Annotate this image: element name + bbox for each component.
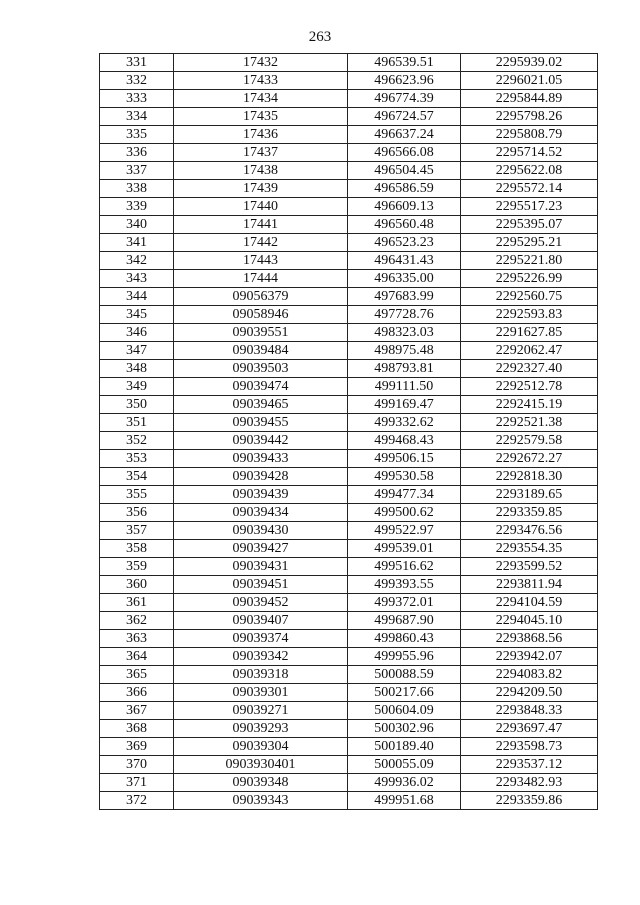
y-coordinate-cell: 2295714.52 bbox=[461, 144, 598, 162]
row-index-cell: 355 bbox=[100, 486, 174, 504]
point-id-cell: 17434 bbox=[174, 90, 348, 108]
y-coordinate-cell: 2293537.12 bbox=[461, 756, 598, 774]
table-row bbox=[100, 774, 598, 792]
x-coordinate-cell: 496609.13 bbox=[348, 198, 461, 216]
y-coordinate-cell: 2293868.56 bbox=[461, 630, 598, 648]
x-coordinate-cell: 500302.96 bbox=[348, 720, 461, 738]
point-id-cell: 09056379 bbox=[174, 288, 348, 306]
point-id-cell: 09058946 bbox=[174, 306, 348, 324]
row-index-cell: 357 bbox=[100, 522, 174, 540]
point-id-cell: 09039474 bbox=[174, 378, 348, 396]
x-coordinate-cell: 496431.43 bbox=[348, 252, 461, 270]
y-coordinate-cell: 2293482.93 bbox=[461, 774, 598, 792]
point-id-cell: 0903930401 bbox=[174, 756, 348, 774]
point-id-cell: 17438 bbox=[174, 162, 348, 180]
point-id-cell: 17439 bbox=[174, 180, 348, 198]
row-index-cell: 359 bbox=[100, 558, 174, 576]
y-coordinate-cell: 2292560.75 bbox=[461, 288, 598, 306]
y-coordinate-cell: 2293476.56 bbox=[461, 522, 598, 540]
x-coordinate-cell: 499500.62 bbox=[348, 504, 461, 522]
row-index-cell: 349 bbox=[100, 378, 174, 396]
row-index-cell: 358 bbox=[100, 540, 174, 558]
x-coordinate-cell: 499111.50 bbox=[348, 378, 461, 396]
y-coordinate-cell: 2294209.50 bbox=[461, 684, 598, 702]
y-coordinate-cell: 2295808.79 bbox=[461, 126, 598, 144]
x-coordinate-cell: 499506.15 bbox=[348, 450, 461, 468]
point-id-cell: 17442 bbox=[174, 234, 348, 252]
row-index-cell: 335 bbox=[100, 126, 174, 144]
y-coordinate-cell: 2292593.83 bbox=[461, 306, 598, 324]
row-index-cell: 367 bbox=[100, 702, 174, 720]
table-row bbox=[100, 756, 598, 774]
y-coordinate-cell: 2293598.73 bbox=[461, 738, 598, 756]
table-row bbox=[100, 72, 598, 90]
x-coordinate-cell: 500189.40 bbox=[348, 738, 461, 756]
point-id-cell: 09039434 bbox=[174, 504, 348, 522]
table-row bbox=[100, 504, 598, 522]
table-row bbox=[100, 792, 598, 810]
point-id-cell: 09039451 bbox=[174, 576, 348, 594]
table-row bbox=[100, 162, 598, 180]
table-row bbox=[100, 144, 598, 162]
y-coordinate-cell: 2294083.82 bbox=[461, 666, 598, 684]
x-coordinate-cell: 496623.96 bbox=[348, 72, 461, 90]
y-coordinate-cell: 2293359.86 bbox=[461, 792, 598, 810]
x-coordinate-cell: 498323.03 bbox=[348, 324, 461, 342]
y-coordinate-cell: 2295844.89 bbox=[461, 90, 598, 108]
table-row bbox=[100, 486, 598, 504]
x-coordinate-cell: 499393.55 bbox=[348, 576, 461, 594]
x-coordinate-cell: 496560.48 bbox=[348, 216, 461, 234]
x-coordinate-cell: 499332.62 bbox=[348, 414, 461, 432]
y-coordinate-cell: 2294104.59 bbox=[461, 594, 598, 612]
coordinates-table bbox=[99, 53, 598, 810]
row-index-cell: 332 bbox=[100, 72, 174, 90]
table-body bbox=[100, 54, 598, 810]
point-id-cell: 09039503 bbox=[174, 360, 348, 378]
x-coordinate-cell: 496586.59 bbox=[348, 180, 461, 198]
y-coordinate-cell: 2295395.07 bbox=[461, 216, 598, 234]
x-coordinate-cell: 499516.62 bbox=[348, 558, 461, 576]
x-coordinate-cell: 500604.09 bbox=[348, 702, 461, 720]
row-index-cell: 361 bbox=[100, 594, 174, 612]
y-coordinate-cell: 2293599.52 bbox=[461, 558, 598, 576]
row-index-cell: 348 bbox=[100, 360, 174, 378]
table-row bbox=[100, 558, 598, 576]
table-row bbox=[100, 180, 598, 198]
row-index-cell: 363 bbox=[100, 630, 174, 648]
x-coordinate-cell: 500088.59 bbox=[348, 666, 461, 684]
x-coordinate-cell: 499539.01 bbox=[348, 540, 461, 558]
y-coordinate-cell: 2292818.30 bbox=[461, 468, 598, 486]
y-coordinate-cell: 2292415.19 bbox=[461, 396, 598, 414]
table-row bbox=[100, 108, 598, 126]
x-coordinate-cell: 499687.90 bbox=[348, 612, 461, 630]
table-row bbox=[100, 288, 598, 306]
y-coordinate-cell: 2295572.14 bbox=[461, 180, 598, 198]
row-index-cell: 337 bbox=[100, 162, 174, 180]
point-id-cell: 09039348 bbox=[174, 774, 348, 792]
x-coordinate-cell: 499522.97 bbox=[348, 522, 461, 540]
table-row bbox=[100, 324, 598, 342]
y-coordinate-cell: 2295798.26 bbox=[461, 108, 598, 126]
table-row bbox=[100, 522, 598, 540]
row-index-cell: 331 bbox=[100, 54, 174, 72]
y-coordinate-cell: 2292579.58 bbox=[461, 432, 598, 450]
x-coordinate-cell: 499169.47 bbox=[348, 396, 461, 414]
table-row bbox=[100, 648, 598, 666]
x-coordinate-cell: 496637.24 bbox=[348, 126, 461, 144]
row-index-cell: 339 bbox=[100, 198, 174, 216]
x-coordinate-cell: 499530.58 bbox=[348, 468, 461, 486]
x-coordinate-cell: 497728.76 bbox=[348, 306, 461, 324]
row-index-cell: 340 bbox=[100, 216, 174, 234]
row-index-cell: 343 bbox=[100, 270, 174, 288]
x-coordinate-cell: 496774.39 bbox=[348, 90, 461, 108]
point-id-cell: 09039407 bbox=[174, 612, 348, 630]
table-row bbox=[100, 306, 598, 324]
x-coordinate-cell: 496335.00 bbox=[348, 270, 461, 288]
point-id-cell: 17441 bbox=[174, 216, 348, 234]
point-id-cell: 09039430 bbox=[174, 522, 348, 540]
table-row bbox=[100, 468, 598, 486]
y-coordinate-cell: 2295939.02 bbox=[461, 54, 598, 72]
point-id-cell: 09039374 bbox=[174, 630, 348, 648]
table-row bbox=[100, 198, 598, 216]
row-index-cell: 341 bbox=[100, 234, 174, 252]
row-index-cell: 354 bbox=[100, 468, 174, 486]
table-row bbox=[100, 630, 598, 648]
table-row bbox=[100, 126, 598, 144]
row-index-cell: 371 bbox=[100, 774, 174, 792]
y-coordinate-cell: 2292521.38 bbox=[461, 414, 598, 432]
row-index-cell: 342 bbox=[100, 252, 174, 270]
point-id-cell: 17432 bbox=[174, 54, 348, 72]
row-index-cell: 336 bbox=[100, 144, 174, 162]
point-id-cell: 17437 bbox=[174, 144, 348, 162]
x-coordinate-cell: 497683.99 bbox=[348, 288, 461, 306]
table-row bbox=[100, 216, 598, 234]
x-coordinate-cell: 499860.43 bbox=[348, 630, 461, 648]
y-coordinate-cell: 2292672.27 bbox=[461, 450, 598, 468]
point-id-cell: 17436 bbox=[174, 126, 348, 144]
x-coordinate-cell: 498793.81 bbox=[348, 360, 461, 378]
y-coordinate-cell: 2295517.23 bbox=[461, 198, 598, 216]
row-index-cell: 362 bbox=[100, 612, 174, 630]
point-id-cell: 09039293 bbox=[174, 720, 348, 738]
page-number: 263 bbox=[308, 29, 332, 45]
row-index-cell: 368 bbox=[100, 720, 174, 738]
point-id-cell: 09039442 bbox=[174, 432, 348, 450]
row-index-cell: 372 bbox=[100, 792, 174, 810]
y-coordinate-cell: 2295295.21 bbox=[461, 234, 598, 252]
table-row bbox=[100, 432, 598, 450]
row-index-cell: 338 bbox=[100, 180, 174, 198]
y-coordinate-cell: 2292062.47 bbox=[461, 342, 598, 360]
x-coordinate-cell: 498975.48 bbox=[348, 342, 461, 360]
table-row bbox=[100, 702, 598, 720]
row-index-cell: 352 bbox=[100, 432, 174, 450]
y-coordinate-cell: 2292512.78 bbox=[461, 378, 598, 396]
x-coordinate-cell: 496523.23 bbox=[348, 234, 461, 252]
point-id-cell: 17435 bbox=[174, 108, 348, 126]
point-id-cell: 09039271 bbox=[174, 702, 348, 720]
table-row bbox=[100, 666, 598, 684]
table-row bbox=[100, 342, 598, 360]
table-row bbox=[100, 360, 598, 378]
row-index-cell: 334 bbox=[100, 108, 174, 126]
point-id-cell: 09039431 bbox=[174, 558, 348, 576]
row-index-cell: 360 bbox=[100, 576, 174, 594]
point-id-cell: 17433 bbox=[174, 72, 348, 90]
x-coordinate-cell: 500055.09 bbox=[348, 756, 461, 774]
y-coordinate-cell: 2293848.33 bbox=[461, 702, 598, 720]
x-coordinate-cell: 499372.01 bbox=[348, 594, 461, 612]
table-row bbox=[100, 252, 598, 270]
table-row bbox=[100, 378, 598, 396]
x-coordinate-cell: 500217.66 bbox=[348, 684, 461, 702]
row-index-cell: 346 bbox=[100, 324, 174, 342]
x-coordinate-cell: 496504.45 bbox=[348, 162, 461, 180]
point-id-cell: 09039551 bbox=[174, 324, 348, 342]
point-id-cell: 09039304 bbox=[174, 738, 348, 756]
table-row bbox=[100, 540, 598, 558]
x-coordinate-cell: 499936.02 bbox=[348, 774, 461, 792]
row-index-cell: 364 bbox=[100, 648, 174, 666]
row-index-cell: 345 bbox=[100, 306, 174, 324]
table-row bbox=[100, 720, 598, 738]
point-id-cell: 09039465 bbox=[174, 396, 348, 414]
point-id-cell: 09039427 bbox=[174, 540, 348, 558]
table-row bbox=[100, 414, 598, 432]
row-index-cell: 365 bbox=[100, 666, 174, 684]
table-row bbox=[100, 234, 598, 252]
table-row bbox=[100, 594, 598, 612]
table-row bbox=[100, 54, 598, 72]
row-index-cell: 347 bbox=[100, 342, 174, 360]
row-index-cell: 350 bbox=[100, 396, 174, 414]
row-index-cell: 356 bbox=[100, 504, 174, 522]
point-id-cell: 09039428 bbox=[174, 468, 348, 486]
row-index-cell: 370 bbox=[100, 756, 174, 774]
point-id-cell: 09039318 bbox=[174, 666, 348, 684]
x-coordinate-cell: 496566.08 bbox=[348, 144, 461, 162]
y-coordinate-cell: 2291627.85 bbox=[461, 324, 598, 342]
row-index-cell: 366 bbox=[100, 684, 174, 702]
y-coordinate-cell: 2293359.85 bbox=[461, 504, 598, 522]
y-coordinate-cell: 2295226.99 bbox=[461, 270, 598, 288]
x-coordinate-cell: 499477.34 bbox=[348, 486, 461, 504]
y-coordinate-cell: 2293697.47 bbox=[461, 720, 598, 738]
table-row bbox=[100, 576, 598, 594]
row-index-cell: 344 bbox=[100, 288, 174, 306]
table-row bbox=[100, 612, 598, 630]
point-id-cell: 17444 bbox=[174, 270, 348, 288]
y-coordinate-cell: 2296021.05 bbox=[461, 72, 598, 90]
y-coordinate-cell: 2294045.10 bbox=[461, 612, 598, 630]
point-id-cell: 09039452 bbox=[174, 594, 348, 612]
table-row bbox=[100, 270, 598, 288]
row-index-cell: 333 bbox=[100, 90, 174, 108]
point-id-cell: 09039455 bbox=[174, 414, 348, 432]
y-coordinate-cell: 2293942.07 bbox=[461, 648, 598, 666]
x-coordinate-cell: 499951.68 bbox=[348, 792, 461, 810]
row-index-cell: 369 bbox=[100, 738, 174, 756]
y-coordinate-cell: 2295221.80 bbox=[461, 252, 598, 270]
table-row bbox=[100, 450, 598, 468]
point-id-cell: 09039433 bbox=[174, 450, 348, 468]
y-coordinate-cell: 2292327.40 bbox=[461, 360, 598, 378]
x-coordinate-cell: 499468.43 bbox=[348, 432, 461, 450]
table-row bbox=[100, 90, 598, 108]
point-id-cell: 09039484 bbox=[174, 342, 348, 360]
table-row bbox=[100, 684, 598, 702]
y-coordinate-cell: 2293811.94 bbox=[461, 576, 598, 594]
row-index-cell: 353 bbox=[100, 450, 174, 468]
point-id-cell: 09039301 bbox=[174, 684, 348, 702]
row-index-cell: 351 bbox=[100, 414, 174, 432]
table-row bbox=[100, 396, 598, 414]
x-coordinate-cell: 496539.51 bbox=[348, 54, 461, 72]
point-id-cell: 09039342 bbox=[174, 648, 348, 666]
point-id-cell: 17440 bbox=[174, 198, 348, 216]
y-coordinate-cell: 2295622.08 bbox=[461, 162, 598, 180]
point-id-cell: 09039343 bbox=[174, 792, 348, 810]
point-id-cell: 17443 bbox=[174, 252, 348, 270]
table-row bbox=[100, 738, 598, 756]
y-coordinate-cell: 2293189.65 bbox=[461, 486, 598, 504]
point-id-cell: 09039439 bbox=[174, 486, 348, 504]
x-coordinate-cell: 499955.96 bbox=[348, 648, 461, 666]
y-coordinate-cell: 2293554.35 bbox=[461, 540, 598, 558]
x-coordinate-cell: 496724.57 bbox=[348, 108, 461, 126]
